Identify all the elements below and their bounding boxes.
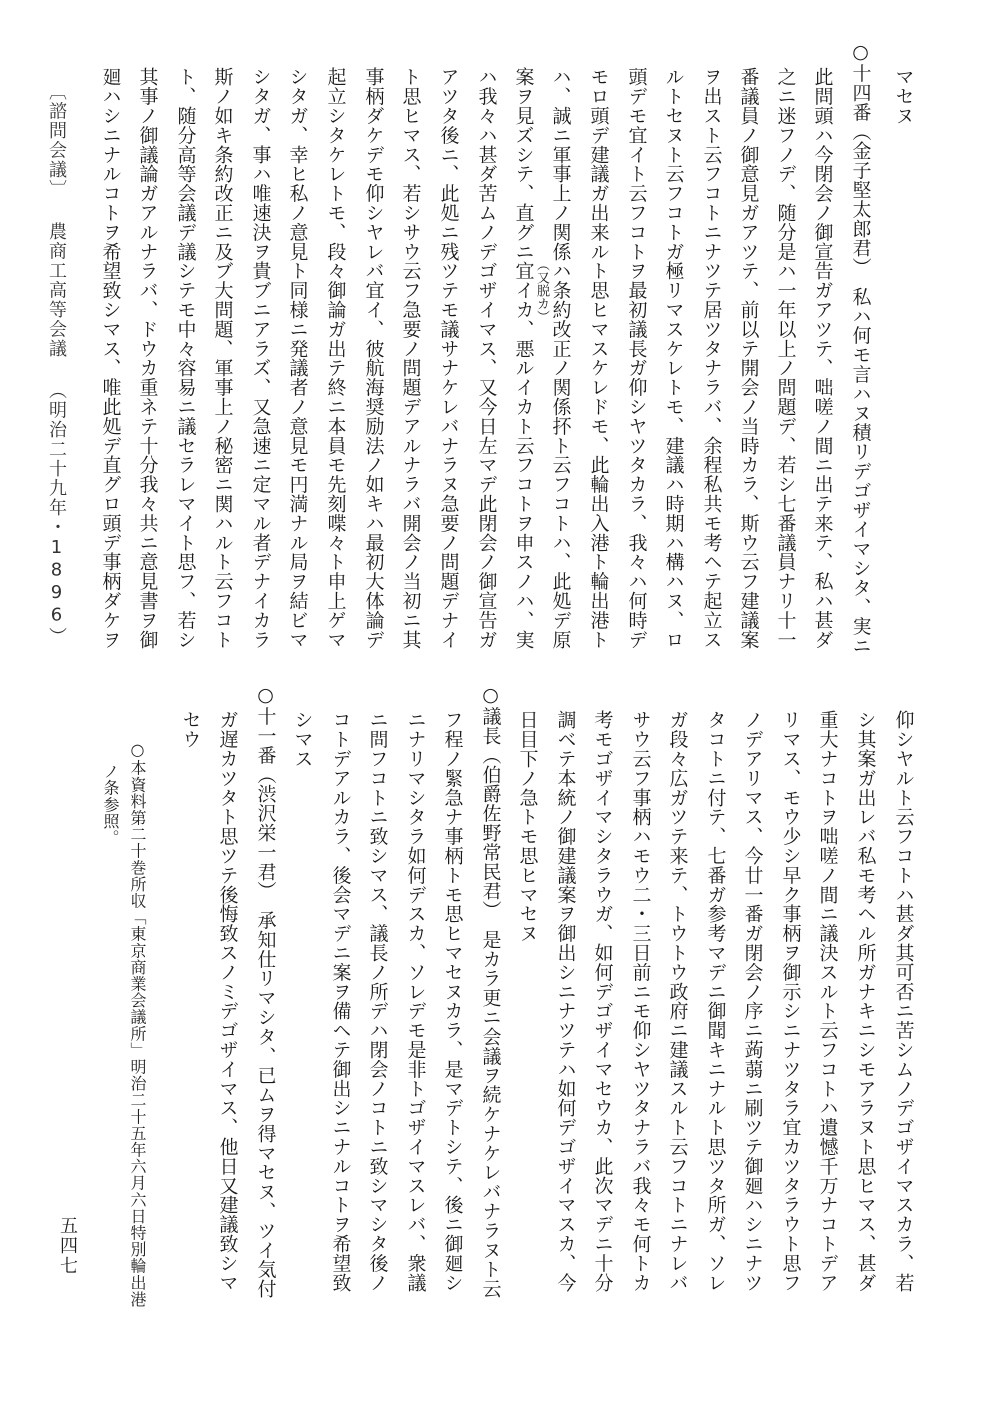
running-head-section: 〔諮問会議〕 — [46, 82, 67, 199]
editorial-note-line2: ノ条参照。 — [101, 763, 120, 846]
text-column: シマス — [291, 710, 314, 769]
text-column: ハ我々ハ甚ダ苦ムノデゴザイマス、又今日左マデ此閉会ノ御宣告ガ — [475, 67, 498, 649]
text-column: ハ、誠ニ軍事上ノ関係ハ条約改正ノ関係抔ト云フコトハ、此処デ原 — [549, 67, 572, 649]
text-column: 事柄ダケデモ仰シヤレバ宜イ、彼航海奨励法ノ如キハ最初大体論デ — [362, 67, 385, 649]
text-column: 仰シヤルト云フコトハ甚ダ其可否ニ苦シムノデゴザイマスカラ、若 — [892, 710, 915, 1292]
text-column: 斯ノ如キ条約改正ニ及ブ大問題、軍事上ノ秘密ニ関ハルト云フコト — [211, 67, 234, 649]
text-column: 日目下ノ急トモ思ヒマセヌ — [516, 710, 539, 943]
text-column: モロ頭デ建議ガ出来ルト思ヒマスケレドモ、此輪出入港ト輪出港ト — [587, 67, 610, 649]
text-column: ガ遅カツタト思ツテ後悔致スノミデゴザイマス、他日又建議致シマ — [216, 710, 239, 1292]
text-column: マセヌ — [892, 67, 915, 126]
text-column: タコトニ付テ、七番ガ参考マデニ御聞キニナルト思ツタ所ガ、ソレ — [704, 710, 727, 1292]
text-column: ノデアリマス、今廿一番ガ閉会ノ序ニ蒟蒻ニ刷ツテ御廻ハシニナツ — [741, 710, 764, 1292]
editorial-annotation: （又脱カ） — [534, 258, 549, 323]
text-column: 重大ナコトヲ咄嗟ノ間ニ議決スルト云フコトハ遺憾千万ナコトデア — [816, 710, 839, 1292]
page-number: 五四七 — [57, 1216, 78, 1276]
text-column: 案ヲ見ズシテ、直グニ宜イカ、悪ルイカト云フコトヲ申スノハ、実 — [512, 67, 535, 649]
text-column: 此問頭ハ今閉会ノ御宣告ガアツテ、咄嗟ノ間ニ出テ来テ、私ハ甚ダ — [811, 67, 834, 649]
text-column: 其事ノ御議論ガアルナラバ、ドウカ重ネテ十分我々共ニ意見書ヲ御 — [136, 67, 159, 649]
text-column: ト思ヒマス、若シサウ云フ急要ノ問題デアルナラバ開会ノ当初ニ其 — [399, 67, 422, 649]
editorial-note-line1: ○本資料第二十巻所収「東京商業会議所」明治二十五年六月六日特別輪出港 — [128, 740, 147, 1308]
text-column: フ程ノ緊急ナ事柄トモ思ヒマセヌカラ、是マデトシテ、後ニ御廻シ — [441, 710, 464, 1292]
text-column: シタガ、事ハ唯速決ヲ貴ブニアラズ、又急速ニ定マル者デナイカラ — [249, 67, 272, 649]
text-column: アツタ後ニ、此処ニ残ツテモ議サナケレバナラヌ急要ノ問題デナイ — [437, 67, 460, 649]
text-column: シタガ、幸ヒ私ノ意見ト同様ニ発議者ノ意見モ円満ナル局ヲ結ビマ — [286, 67, 309, 649]
text-column: リマス、モウ少シ早ク事柄ヲ御示シニナツタラ宜カツタラウト思フ — [779, 710, 802, 1292]
speaker-column-chairman: ○議長（伯爵佐野常民君） 是カラ更ニ会議ヲ続ケナケレバナラヌト云 — [479, 684, 502, 1299]
text-column: ニナリマシタラ如何デスカ、ソレデモ是非トゴザイマスレバ、衆議 — [404, 710, 427, 1292]
text-column: 起立シタケレトモ、段々御論ガ出テ終ニ本員モ先刻喋々ト申上ゲマ — [324, 67, 347, 649]
text-column: 頭デモ宜イト云フコトヲ最初議長ガ仰シヤツタカラ、我々ハ何時デ — [625, 67, 648, 649]
running-head-title: 農商工高等会議 — [46, 221, 67, 358]
text-column: 考モゴザイマシタラウガ、如何デゴザイマセウカ、此次マデニ十分 — [591, 710, 614, 1292]
text-column: ヲ出スト云フコトニナツテ居ツタナラバ、余程私共モ考ヘテ起立ス — [700, 67, 723, 649]
text-column: ルトセヌト云フコトガ極リマスケレトモ、建議ハ時期ハ構ハヌ、ロ — [662, 67, 685, 649]
text-column: 之ニ迷フノデ、随分是ハ一年以上ノ問題デ、若シ七番議員ナリ十一 — [774, 67, 797, 649]
text-column: サウ云フ事柄ハモウ二・三日前ニモ仰シヤツタナラバ我々モ何トカ — [629, 710, 652, 1292]
text-column: 廻ハシニナルコトヲ希望致シマス、唯此処デ直グロ頭デ事柄ダケヲ — [99, 67, 122, 649]
text-column: ニ問フコトニ致シマス、議長ノ所デハ閉会ノコトニ致シマシタ後ノ — [366, 710, 389, 1292]
text-column: セウ — [179, 710, 202, 749]
text-column: 調ベテ本統ノ御建議案ヲ御出シニナツテハ如何デゴザイマスカ、今 — [554, 710, 577, 1292]
speaker-column-kaneko: ○十四番（金子堅太郎君） 私ハ何モ言ハヌ積リデゴザイマシタ、実ニ — [849, 41, 872, 656]
running-head-era: （明治二十九年・1896） — [46, 380, 67, 646]
speaker-column-shibusawa: ○十一番（渋沢栄一君） 承知仕リマシタ、已ムヲ得マセヌ、ツイ気付 — [254, 684, 277, 1299]
running-head — [47, 82, 89, 646]
text-column: シ其案ガ出レバ私モ考ヘル所ガナキニシモアラヌト思ヒマス、甚ダ — [854, 710, 877, 1292]
text-column: ガ段々広ガツテ来テ、トウトウ政府ニ建議スルト云フコトニナレバ — [666, 710, 689, 1292]
text-column: コトデアルカラ、後会マデニ案ヲ備ヘテ御出シニナルコトヲ希望致 — [329, 710, 352, 1292]
text-column: ト、随分高等会議デ議シテモ中々容易ニ議セラレマイト思フ、若シ — [174, 67, 197, 649]
text-column: 番議員ノ御意見ガアツテ、前以テ開会ノ当時カラ、斯ウ云フ建議案 — [737, 67, 760, 649]
